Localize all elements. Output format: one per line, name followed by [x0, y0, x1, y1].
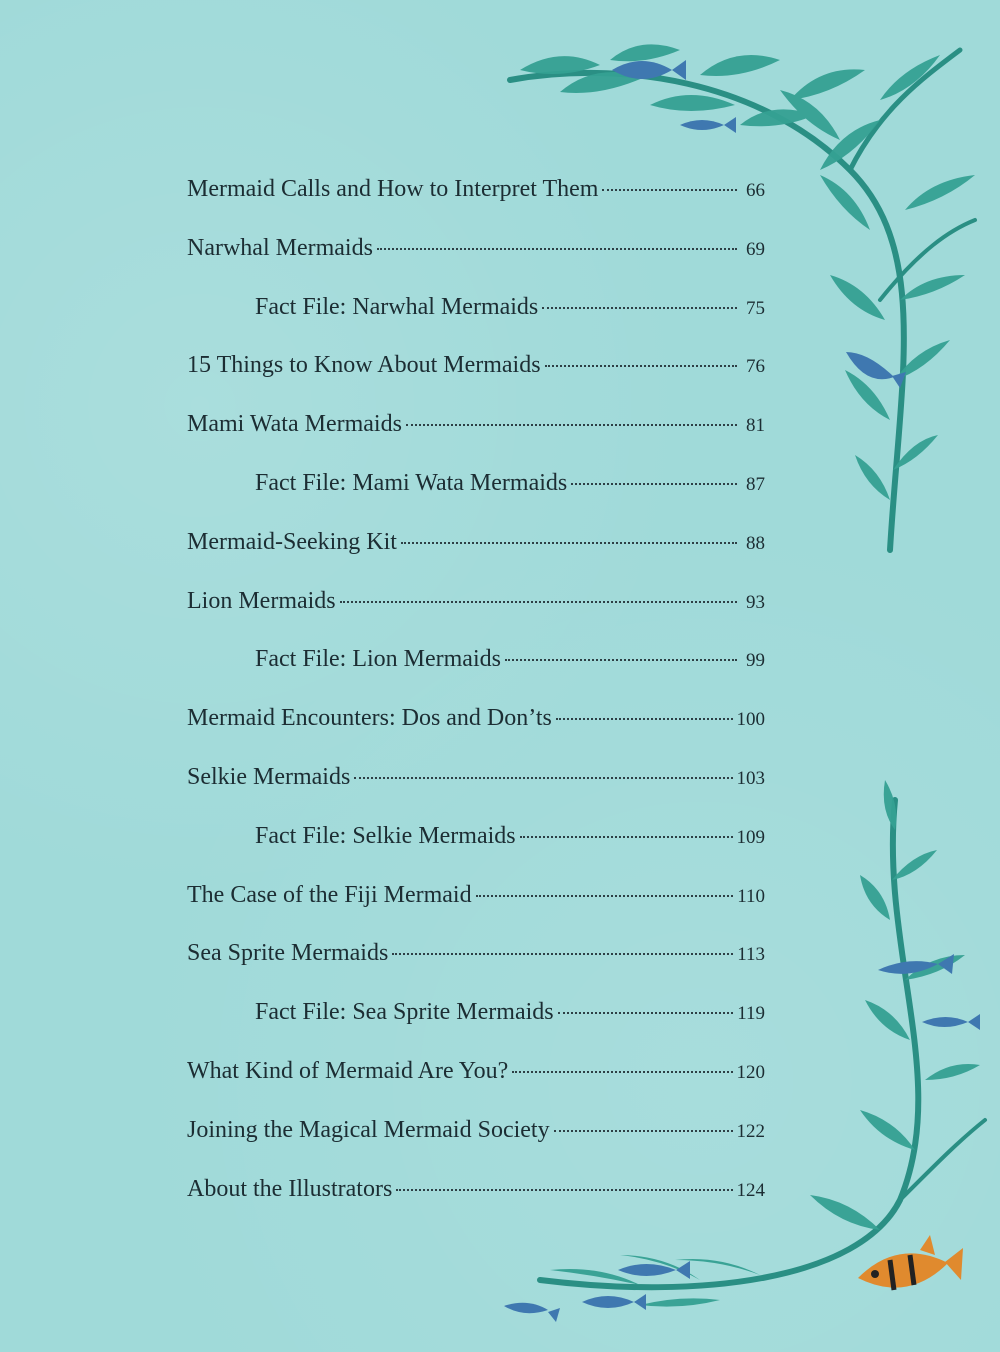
angelfish-icon: [858, 1235, 963, 1290]
toc-entry[interactable]: [187, 940, 765, 999]
toc-entry-page-number: 122: [736, 1120, 765, 1142]
toc-entry-title: Mami Wata Mermaids: [187, 411, 402, 438]
toc-entry-title: Mermaid Calls and How to Interpret Them: [187, 176, 599, 202]
toc-entry-page-number: 120: [736, 1061, 765, 1083]
toc-entry-page-number: 76: [746, 356, 765, 378]
toc-entry[interactable]: [187, 1176, 765, 1235]
toc-entry-title: Lion Mermaids: [187, 587, 336, 614]
toc-entry[interactable]: [187, 646, 765, 705]
dot-leader: [542, 307, 737, 309]
toc-entry[interactable]: [187, 470, 765, 529]
dot-leader: [392, 953, 733, 955]
toc-entry-title: The Case of the Fiji Mermaid: [187, 881, 472, 908]
toc-entry-page-number: 103: [736, 767, 765, 789]
dot-leader: [512, 1071, 732, 1073]
toc-entry[interactable]: [187, 294, 765, 353]
toc-entry-page-number: 110: [737, 885, 765, 907]
dot-leader: [476, 895, 734, 897]
toc-entry-title: Fact File: Selkie Mermaids: [255, 822, 516, 849]
dot-leader: [602, 189, 737, 191]
toc-entry-title: Fact File: Lion Mermaids: [255, 646, 501, 673]
toc-entry-page-number: 99: [746, 650, 765, 672]
toc-entry-title: About the Illustrators: [187, 1175, 393, 1202]
toc-entry-title: Joining the Magical Mermaid Society: [187, 1116, 550, 1143]
toc-entry-page-number: 66: [746, 180, 765, 201]
toc-entry[interactable]: [187, 529, 765, 588]
toc-entry[interactable]: [187, 588, 765, 647]
toc-entry-page-number: 113: [737, 944, 765, 966]
dot-leader: [554, 1130, 733, 1132]
dot-leader: [377, 248, 737, 250]
dot-leader: [401, 542, 737, 544]
toc-entry[interactable]: [187, 176, 765, 235]
toc-entry-title: 15 Things to Know About Mermaids: [187, 352, 541, 379]
toc-entry-page-number: 93: [746, 591, 765, 613]
toc-entry[interactable]: [187, 352, 765, 411]
toc-entry-page-number: 69: [746, 238, 765, 260]
toc-entry[interactable]: [187, 823, 765, 882]
toc-entry[interactable]: [187, 705, 765, 764]
dot-leader: [505, 659, 737, 661]
toc-entry-title: Sea Sprite Mermaids: [187, 940, 389, 967]
table-of-contents: [187, 176, 765, 1234]
toc-entry-page-number: 109: [736, 826, 765, 848]
dot-leader: [340, 601, 737, 603]
toc-entry[interactable]: [187, 882, 765, 941]
toc-entry-page-number: 81: [746, 415, 765, 437]
toc-entry[interactable]: [187, 1058, 765, 1117]
toc-entry-page-number: 88: [746, 532, 765, 554]
toc-entry[interactable]: [187, 1117, 765, 1176]
dot-leader: [406, 424, 737, 426]
toc-entry-page-number: 119: [737, 1003, 765, 1025]
toc-entry-page-number: 124: [736, 1179, 765, 1201]
dot-leader: [556, 718, 733, 720]
toc-entry-page-number: 75: [746, 297, 765, 319]
toc-entry-title: Fact File: Narwhal Mermaids: [255, 293, 539, 320]
dot-leader: [354, 777, 732, 779]
toc-entry-title: Fact File: Sea Sprite Mermaids: [255, 999, 554, 1026]
toc-entry-title: Selkie Mermaids: [187, 763, 351, 790]
dot-leader: [571, 483, 737, 485]
toc-entry-title: Fact File: Mami Wata Mermaids: [255, 469, 568, 496]
toc-entry-page-number: 87: [746, 473, 765, 495]
toc-entry[interactable]: [187, 235, 765, 294]
dot-leader: [396, 1189, 732, 1191]
toc-entry[interactable]: [187, 999, 765, 1058]
toc-entry-page-number: 100: [736, 709, 765, 731]
toc-entry-title: What Kind of Mermaid Are You?: [187, 1057, 509, 1084]
toc-entry[interactable]: [187, 764, 765, 823]
dot-leader: [520, 836, 733, 838]
dot-leader: [545, 365, 737, 367]
dot-leader: [558, 1012, 734, 1014]
toc-entry-title: Mermaid-Seeking Kit: [187, 528, 397, 555]
toc-entry-title: Mermaid Encounters: Dos and Don’ts: [187, 705, 552, 732]
toc-entry-title: Narwhal Mermaids: [187, 234, 373, 261]
toc-entry[interactable]: [187, 411, 765, 470]
